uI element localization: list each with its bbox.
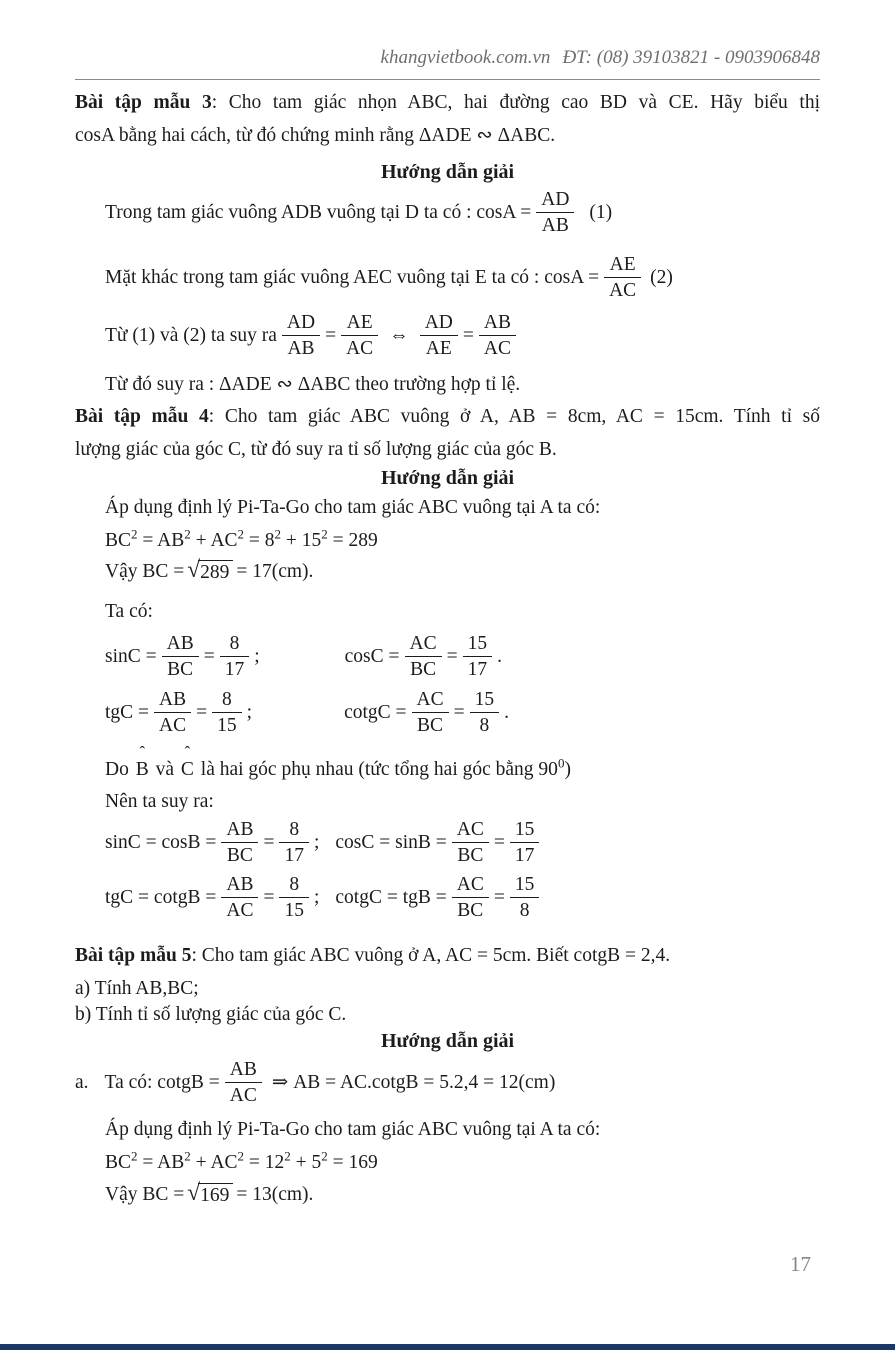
- eq-text: = 13(cm).: [236, 1184, 314, 1206]
- sol5-bc-result: [105, 1180, 314, 1207]
- sol4-nen-line: Nên ta suy ra:: [105, 791, 214, 812]
- eq-text: = AB: [137, 1152, 185, 1173]
- footer-bar: [0, 1344, 895, 1350]
- exponent: 2: [284, 1148, 291, 1164]
- fraction: $\frac{AD}{AE}$: [420, 311, 458, 362]
- eq-text: Mặt khác trong tam giác vuông AEC vuông tại E ta có : cosA =: [105, 267, 600, 289]
- fraction: $\frac{AC}{BC}$: [412, 688, 449, 739]
- eq-text: tgC = cotgB =: [105, 887, 217, 909]
- fraction: $\frac{AC}{BC}$: [405, 632, 442, 683]
- eq-text: = 169: [327, 1152, 378, 1173]
- equals-sign: =: [493, 832, 505, 854]
- fraction: $\frac{15}{17}$: [463, 632, 493, 683]
- sol4-cofunction-row-1: [105, 818, 544, 869]
- eq-tag: (2): [650, 267, 673, 289]
- problem4-line2: lượng giác của góc C, từ đó suy ra tỉ số lượng giác của góc B.: [75, 439, 557, 460]
- eq-text: Trong tam giác vuông ADB vuông tại D ta có : cosA =: [105, 202, 532, 224]
- fraction: $\frac{AB}{AC}$: [154, 688, 191, 739]
- exponent: 2: [184, 526, 191, 542]
- header-site-url: khangvietbook.com.vn: [380, 47, 551, 68]
- fraction: $\frac{AB}{AC}$: [225, 1058, 262, 1109]
- angle-B-hat: ˆ B: [135, 742, 149, 780]
- page-number: 17: [790, 1252, 811, 1276]
- fraction: $\frac{15}{8}$: [470, 688, 500, 739]
- sol3-equation-2: [105, 253, 673, 304]
- equals-sign: =: [203, 646, 215, 668]
- solution-heading-1: Hướng dẫn giải: [380, 161, 515, 183]
- sol4-bc-result: [105, 557, 314, 584]
- sol4-complementary-note: [105, 742, 571, 785]
- problem5-label: Bài tập mẫu 5: [75, 945, 192, 966]
- problem4-line1: [75, 402, 820, 432]
- fraction: $\frac{8}{15}$: [212, 688, 242, 739]
- fraction: $\frac{15}{8}$: [510, 873, 540, 924]
- page-header: [75, 47, 820, 69]
- eq-text: và: [150, 759, 179, 780]
- fraction: $\frac{AC}{BC}$: [452, 873, 489, 924]
- sol4-cofunction-row-2: [105, 873, 544, 924]
- equals-sign: =: [196, 702, 208, 724]
- radical-sign: √: [187, 1180, 201, 1206]
- exponent: 0: [557, 755, 565, 771]
- eq-text: = 17(cm).: [236, 561, 314, 583]
- equals-sign: =: [453, 702, 465, 724]
- problem3-text: : Cho tam giác nhọn ABC, hai đường cao BD và CE. Hãy biểu thị: [211, 92, 820, 113]
- problem4-label: Bài tập mẫu 4: [75, 406, 209, 427]
- separator: .: [504, 702, 509, 724]
- exponent: 2: [321, 526, 328, 542]
- fraction: $\frac{AE}{AC}$: [604, 253, 641, 304]
- problem4-text: : Cho tam giác ABC vuông ở A, AB = 8cm, AC = 15cm. Tính tỉ số: [208, 406, 820, 427]
- eq-text: = 12: [244, 1152, 285, 1173]
- eq-text: + AC: [190, 1152, 238, 1173]
- iff-arrow: ⇔: [389, 325, 409, 347]
- fraction: $\frac{8}{15}$: [279, 873, 309, 924]
- hat-accent: ˆ: [139, 742, 145, 762]
- fraction: $\frac{AB}{BC}$: [162, 632, 199, 683]
- problem5-item-b: b) Tính tỉ số lượng giác của góc C.: [75, 1004, 347, 1025]
- eq-text: BC: [105, 530, 132, 551]
- eq-text: Ta có: cotgB =: [104, 1072, 220, 1094]
- eq-text: AB = AC.cotgB = 5.2,4 = 12(cm): [293, 1072, 556, 1094]
- separator: ;: [254, 646, 260, 668]
- exponent: 2: [321, 1148, 328, 1164]
- equals-sign: =: [263, 887, 275, 909]
- exponent: 2: [131, 526, 138, 542]
- sol5-pytago-line: Áp dụng định lý Pi-Ta-Go cho tam giác ABC vuông tại A ta có:: [105, 1119, 601, 1140]
- sol5-bc-squared: [105, 1148, 378, 1178]
- problem3-label: Bài tập mẫu 3: [75, 92, 212, 113]
- problem3-line1: [75, 88, 820, 118]
- eq-text: + 5: [290, 1152, 322, 1173]
- fraction: $\frac{AB}{AC}$: [479, 311, 516, 362]
- radical-sign: √: [187, 557, 201, 583]
- solution-heading-2: Hướng dẫn giải: [380, 467, 515, 489]
- solution-heading-3: Hướng dẫn giải: [380, 1030, 515, 1052]
- equals-sign: =: [446, 646, 458, 668]
- eq-text: + AC: [190, 530, 238, 551]
- fraction: $\frac{AB}{BC}$: [221, 818, 258, 869]
- header-divider-rule: [75, 79, 820, 80]
- eq-text: sinC = cosB =: [105, 832, 217, 854]
- angle-C-hat: ˆ C: [180, 742, 194, 780]
- eq-text: cotgC =: [344, 702, 407, 724]
- fraction: $\frac{8}{17}$: [220, 632, 250, 683]
- exponent: 2: [274, 526, 282, 542]
- eq-text: cotgC = tgB =: [335, 887, 447, 909]
- header-phone: ĐT: (08) 39103821 - 0903906848: [562, 47, 820, 68]
- fraction: $\frac{AD}{AB}$: [282, 311, 320, 362]
- fraction: $\frac{8}{17}$: [279, 818, 309, 869]
- separator: ;: [246, 702, 253, 724]
- eq-text: sinC =: [105, 646, 157, 668]
- separator: ;: [313, 887, 320, 909]
- problem5-line: [75, 941, 670, 971]
- fraction: $\frac{AB}{AC}$: [221, 873, 258, 924]
- eq-text: cosC = sinB =: [335, 832, 447, 854]
- problem5-text: : Cho tam giác ABC vuông ở A, AC = 5cm. Biết cotgB = 2,4.: [191, 945, 671, 966]
- exponent: 2: [237, 1148, 245, 1164]
- eq-text: Vậy BC =: [105, 561, 185, 583]
- fraction: $\frac{AD}{AB}$: [536, 188, 574, 239]
- sol4-pytago-line: Áp dụng định lý Pi-Ta-Go cho tam giác ABC vuông tại A ta có:: [105, 497, 601, 518]
- sol4-ratio-row-1: [105, 632, 502, 683]
- fraction: $\frac{AC}{BC}$: [452, 818, 489, 869]
- eq-text: ): [564, 759, 571, 780]
- square-root: √ 169: [187, 1183, 233, 1207]
- exponent: 2: [237, 526, 245, 542]
- list-marker: a.: [75, 1072, 89, 1094]
- square-root: √ 289: [187, 560, 233, 584]
- separator: .: [497, 646, 502, 668]
- sol3-conclusion: Từ đó suy ra : ΔADE ∾ ΔABC theo trường hợp tỉ lệ.: [105, 374, 521, 395]
- equals-sign: =: [325, 325, 337, 347]
- eq-text: = AB: [137, 530, 185, 551]
- sol4-ratio-row-2: [105, 688, 509, 739]
- sol4-bc-squared: [105, 526, 378, 556]
- sol3-equation-3: [105, 311, 521, 362]
- sol4-taco-line: Ta có:: [105, 601, 153, 622]
- eq-text: BC: [105, 1152, 132, 1173]
- eq-text: là hai góc phụ nhau (tức tổng hai góc bằng 90: [195, 759, 558, 780]
- exponent: 2: [184, 1148, 191, 1164]
- separator: ;: [313, 832, 320, 854]
- problem5-item-a: a) Tính AB,BC;: [75, 978, 199, 999]
- eq-text: = 8: [244, 530, 275, 551]
- sol3-equation-1: [105, 188, 612, 239]
- equals-sign: =: [263, 832, 275, 854]
- equals-sign: =: [462, 325, 474, 347]
- eq-text: Từ (1) và (2) ta suy ra: [105, 325, 277, 347]
- sol5-step-a: [75, 1058, 555, 1109]
- fraction: $\frac{15}{17}$: [510, 818, 540, 869]
- eq-text: + 15: [281, 530, 322, 551]
- hat-accent: ˆ: [184, 742, 191, 762]
- eq-text: Do: [105, 759, 134, 780]
- equals-sign: =: [493, 887, 505, 909]
- eq-text: Vậy BC =: [105, 1184, 185, 1206]
- eq-tag: (1): [589, 202, 613, 224]
- eq-text: tgC =: [105, 702, 150, 724]
- implies-arrow: ⇒: [271, 1072, 289, 1094]
- fraction: $\frac{AE}{AC}$: [341, 311, 378, 362]
- exponent: 2: [131, 1148, 138, 1164]
- eq-text: cosC =: [344, 646, 400, 668]
- eq-text: = 289: [327, 530, 378, 551]
- problem3-line2: cosA bằng hai cách, từ đó chứng minh rằng ΔADE ∾ ΔABC.: [75, 125, 556, 146]
